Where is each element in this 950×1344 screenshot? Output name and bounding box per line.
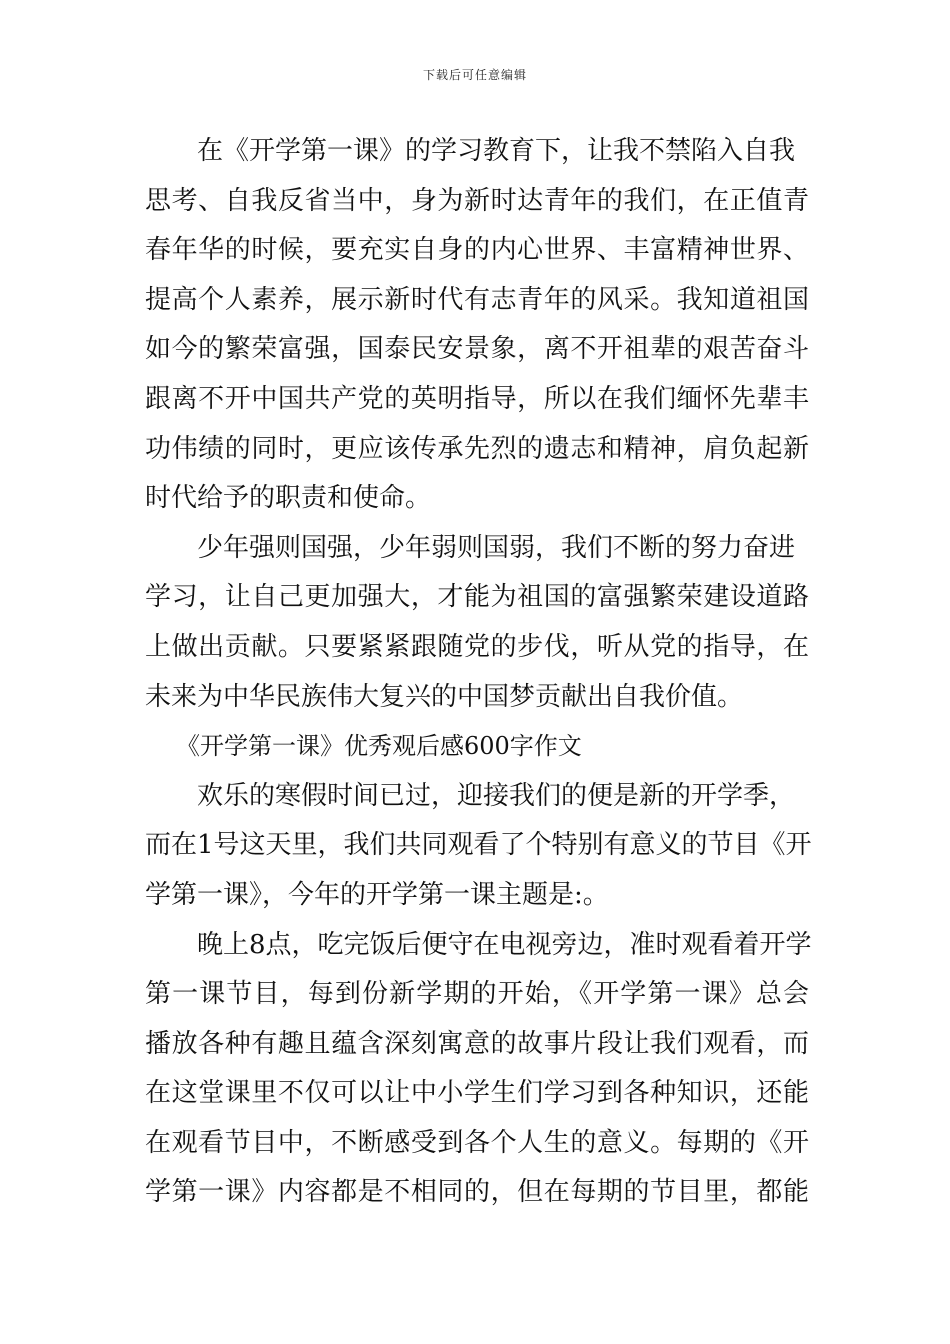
article-title: 《开学第一课》优秀观后感600字作文	[176, 732, 582, 761]
paragraph-line: 少年强则国强，少年弱则国弱，我们不断的努力奋进	[197, 532, 796, 563]
document-body	[145, 127, 812, 1218]
paragraph-line: 第一课节目，每到份新学期的开始，《开学第一课》总会	[145, 979, 809, 1010]
paragraph-line: 时代给予的职责和使命。	[145, 483, 432, 514]
paragraph-line: 提高个人素养，展示新时代有志青年的风采。我知道祖国	[145, 284, 809, 315]
paragraph-line: 而在1号这天里，我们共同观看了个特别有意义的节目《开	[145, 830, 812, 861]
paragraph-line: 学第一课》内容都是不相同的，但在每期的节目里，都能	[145, 1177, 809, 1208]
paragraph-line: 欢乐的寒假时间已过，迎接我们的便是新的开学季，	[197, 780, 796, 811]
paragraph-line: 未来为中华民族伟大复兴的中国梦贡献出自我价值。	[145, 681, 744, 712]
page-header: 下载后可任意编辑	[422, 68, 527, 82]
paragraph-line: 学习，让自己更加强大，才能为祖国的富强繁荣建设道路	[145, 582, 809, 613]
paragraph-line: 在《开学第一课》的学习教育下，让我不禁陷入自我	[197, 136, 796, 166]
paragraph-line: 晚上8点，吃完饭后便守在电视旁边，准时观看着开学	[197, 929, 812, 960]
paragraph-line: 播放各种有趣且蕴含深刻寓意的故事片段让我们观看，而	[145, 1028, 809, 1059]
paragraph-line: 跟离不开中国共产党的英明指导，所以在我们缅怀先辈丰	[145, 383, 809, 414]
paragraph-line: 如今的繁荣富强，国泰民安景象，离不开祖辈的艰苦奋斗	[145, 334, 809, 365]
paragraph-line: 功伟绩的同时，更应该传承先烈的遗志和精神，肩负起新	[145, 433, 809, 464]
paragraph-line: 上做出贡献。只要紧紧跟随党的步伐，听从党的指导，在	[145, 631, 809, 662]
paragraph-line: 学第一课》，今年的开学第一课主题是:。	[145, 879, 609, 910]
paragraph-line: 在这堂课里不仅可以让中小学生们学习到各种知识，还能	[145, 1078, 809, 1109]
paragraph-line: 春年华的时候，要充实自身的内心世界、丰富精神世界、	[145, 235, 809, 266]
paragraph-line: 思考、自我反省当中，身为新时达青年的我们，在正值青	[145, 185, 809, 216]
paragraph-line: 在观看节目中，不断感受到各个人生的意义。每期的《开	[145, 1127, 809, 1158]
